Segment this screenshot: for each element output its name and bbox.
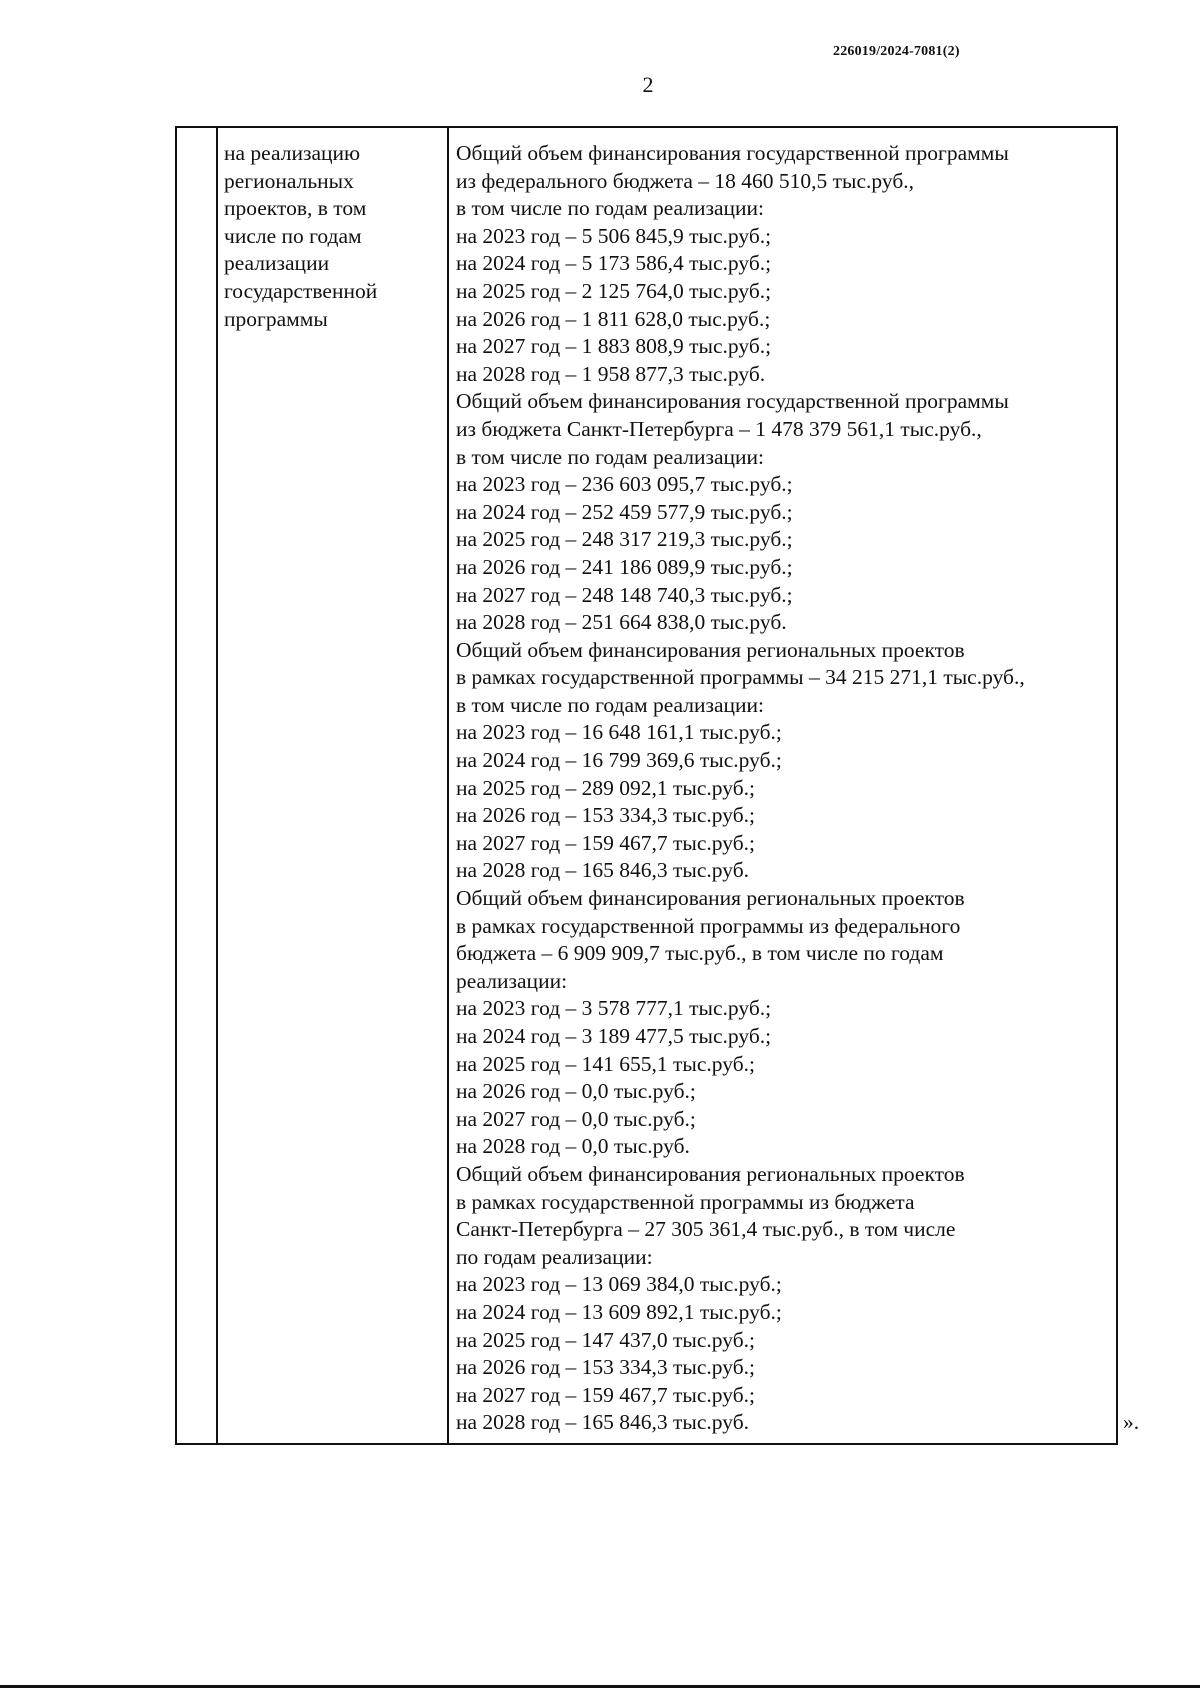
value-line: на 2027 год – 159 467,7 тыс.руб.; xyxy=(456,830,756,855)
table-values-cell xyxy=(456,140,1116,1437)
page-number: 2 xyxy=(642,72,654,97)
value-line: на 2026 год – 1 811 628,0 тыс.руб.; xyxy=(456,306,771,331)
label-line: программы xyxy=(224,306,328,331)
value-line: в рамках государственной программы – 34 215 271,1 тыс.руб., xyxy=(456,665,1025,690)
label-line: проектов, в том xyxy=(224,196,367,221)
value-line: Санкт-Петербурга – 27 305 361,4 тыс.руб., в том числе xyxy=(456,1217,956,1242)
value-line: бюджета – 6 909 909,7 тыс.руб., в том числе по годам xyxy=(456,941,944,966)
value-line: на 2024 год – 13 609 892,1 тыс.руб.; xyxy=(456,1299,782,1324)
value-line: в том числе по годам реализации: xyxy=(456,196,765,221)
value-line: реализации: xyxy=(456,968,568,993)
value-line: из бюджета Санкт-Петербурга – 1 478 379 561,1 тыс.руб., xyxy=(456,416,982,441)
value-line: из федерального бюджета – 18 460 510,5 тыс.руб., xyxy=(456,168,915,193)
value-line: на 2025 год – 147 437,0 тыс.руб.; xyxy=(456,1327,756,1352)
label-line: реализации xyxy=(224,251,330,276)
value-line: на 2025 год – 2 125 764,0 тыс.руб.; xyxy=(456,278,772,303)
value-line: на 2023 год – 3 578 777,1 тыс.руб.; xyxy=(456,996,772,1021)
value-line: Общий объем финансирования региональных проектов xyxy=(456,886,965,911)
value-line: на 2027 год – 159 467,7 тыс.руб.; xyxy=(456,1382,756,1407)
value-line: в рамках государственной программы из федерального xyxy=(456,913,961,938)
label-line: числе по годам xyxy=(224,223,362,248)
value-line: Общий объем финансирования государственной программы xyxy=(456,141,1009,165)
table-column-divider-left xyxy=(216,128,218,1443)
value-line: на 2026 год – 153 334,3 тыс.руб.; xyxy=(456,1355,756,1380)
value-line: по годам реализации: xyxy=(456,1244,653,1269)
value-line: на 2025 год – 248 317 219,3 тыс.руб.; xyxy=(456,527,793,552)
value-line: на 2028 год – 0,0 тыс.руб. xyxy=(456,1134,690,1159)
table-column-divider-middle xyxy=(447,128,449,1443)
value-line: на 2028 год – 1 958 877,3 тыс.руб. xyxy=(456,361,766,386)
value-line: на 2028 год – 165 846,3 тыс.руб. xyxy=(456,1410,750,1435)
value-line: на 2026 год – 0,0 тыс.руб.; xyxy=(456,1079,696,1104)
value-line: на 2024 год – 16 799 369,6 тыс.руб.; xyxy=(456,748,782,773)
funding-table xyxy=(175,126,1118,1445)
value-line: на 2024 год – 3 189 477,5 тыс.руб.; xyxy=(456,1024,772,1048)
value-line: на 2025 год – 141 655,1 тыс.руб.; xyxy=(456,1051,756,1076)
document-number: 226019/2024-7081(2) xyxy=(833,44,960,59)
value-line: на 2024 год – 252 459 577,9 тыс.руб.; xyxy=(456,499,793,524)
label-line: региональных xyxy=(224,168,354,193)
value-line: Общий объем финансирования региональных проектов xyxy=(456,637,965,662)
value-line: на 2024 год – 5 173 586,4 тыс.руб.; xyxy=(456,251,772,276)
closing-quote: ». xyxy=(1123,1410,1140,1434)
value-line: в том числе по годам реализации: xyxy=(456,692,765,717)
value-line: на 2023 год – 5 506 845,9 тыс.руб.; xyxy=(456,223,772,248)
table-label-cell xyxy=(224,140,439,333)
value-line: на 2023 год – 236 603 095,7 тыс.руб.; xyxy=(456,472,793,497)
value-line: на 2027 год – 1 883 808,9 тыс.руб.; xyxy=(456,334,772,359)
value-line: в рамках государственной программы из бюджета xyxy=(456,1189,915,1214)
value-line: Общий объем финансирования региональных проектов xyxy=(456,1161,965,1186)
value-line: на 2026 год – 153 334,3 тыс.руб.; xyxy=(456,803,756,828)
value-line: на 2027 год – 248 148 740,3 тыс.руб.; xyxy=(456,582,793,607)
value-line: на 2028 год – 165 846,3 тыс.руб. xyxy=(456,858,750,883)
value-line: на 2023 год – 13 069 384,0 тыс.руб.; xyxy=(456,1272,782,1297)
value-line: на 2025 год – 289 092,1 тыс.руб.; xyxy=(456,775,756,800)
value-line: на 2023 год – 16 648 161,1 тыс.руб.; xyxy=(456,720,782,745)
value-line: Общий объем финансирования государственной программы xyxy=(456,389,1009,414)
value-line: на 2028 год – 251 664 838,0 тыс.руб. xyxy=(456,610,787,635)
value-line: на 2027 год – 0,0 тыс.руб.; xyxy=(456,1106,696,1131)
label-line: государственной xyxy=(224,278,378,303)
value-line: в том числе по годам реализации: xyxy=(456,444,765,469)
label-line: на реализацию xyxy=(224,141,361,165)
value-line: на 2026 год – 241 186 089,9 тыс.руб.; xyxy=(456,554,793,579)
